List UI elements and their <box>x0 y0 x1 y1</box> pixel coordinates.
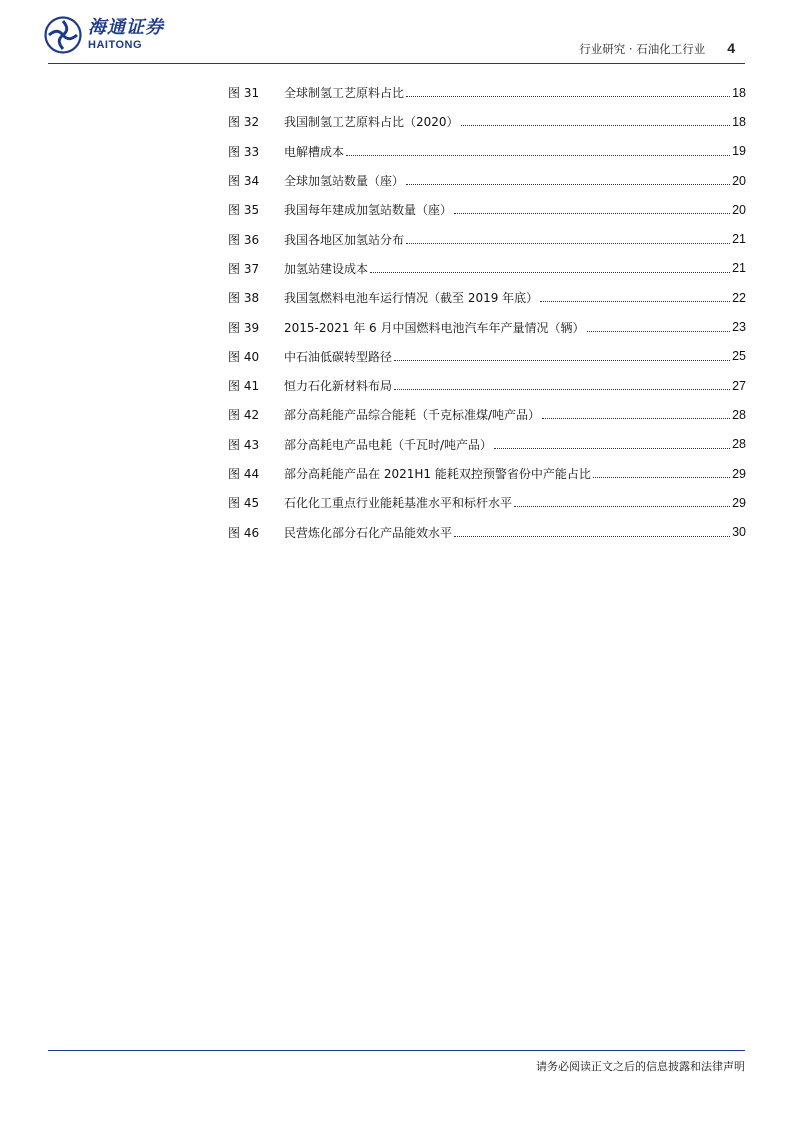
figure-label: 图 35 <box>228 203 260 218</box>
page-reference: 22 <box>732 290 746 305</box>
page-reference: 21 <box>732 232 746 247</box>
page-number: 4 <box>727 40 735 56</box>
figure-title: 部分高耗能产品综合能耗（千克标准煤/吨产品） <box>284 408 541 423</box>
dot-leader <box>514 506 730 507</box>
dot-leader <box>394 389 730 390</box>
company-logo <box>44 16 164 54</box>
toc-entry[interactable] <box>228 312 746 341</box>
page-reference: 30 <box>732 525 746 540</box>
page-reference: 28 <box>732 407 746 422</box>
dot-leader <box>542 418 730 419</box>
figure-title: 部分高耗电产品电耗（千瓦时/吨产品） <box>284 437 493 452</box>
figure-label: 图 32 <box>228 115 260 130</box>
page-reference: 27 <box>732 378 746 393</box>
figure-label: 图 42 <box>228 408 260 423</box>
figure-title: 2015-2021 年 6 月中国燃料电池汽车年产量情况（辆） <box>284 320 585 335</box>
figure-title: 全球制氢工艺原料占比 <box>284 86 405 101</box>
page-reference: 23 <box>732 320 746 335</box>
page-reference: 20 <box>732 202 746 217</box>
figure-label: 图 33 <box>228 144 260 159</box>
toc-entry[interactable] <box>228 107 746 136</box>
toc-entry[interactable] <box>228 430 746 459</box>
toc-entry[interactable] <box>228 342 746 371</box>
page-reference: 21 <box>732 261 746 276</box>
footer-disclaimer: 请务必阅读正文之后的信息披露和法律声明 <box>536 1060 745 1073</box>
toc-entry[interactable] <box>228 400 746 429</box>
figure-label: 图 38 <box>228 291 260 306</box>
dot-leader <box>593 477 730 478</box>
figure-label: 图 39 <box>228 320 260 335</box>
toc-entry[interactable] <box>228 224 746 253</box>
figure-title: 民营炼化部分石化产品能效水平 <box>284 525 453 540</box>
dot-leader <box>406 96 730 97</box>
figure-title: 加氢站建设成本 <box>284 261 369 276</box>
page-reference: 20 <box>732 173 746 188</box>
figure-label: 图 37 <box>228 261 260 276</box>
figure-label: 图 31 <box>228 86 260 101</box>
toc-entry[interactable] <box>228 254 746 283</box>
figure-title: 石化化工重点行业能耗基准水平和标杆水平 <box>284 496 513 511</box>
figure-title: 部分高耗能产品在 2021H1 能耗双控预警省份中产能占比 <box>284 467 591 481</box>
figure-label: 图 44 <box>228 467 260 481</box>
toc-entry[interactable] <box>228 283 746 312</box>
dot-leader <box>406 243 730 244</box>
toc-entry[interactable] <box>228 166 746 195</box>
toc-entry[interactable] <box>228 78 746 107</box>
page-reference: 18 <box>732 85 746 100</box>
haitong-emblem-icon <box>44 16 82 54</box>
header-divider <box>48 63 745 64</box>
page-reference: 25 <box>732 349 746 364</box>
dot-leader <box>346 155 730 156</box>
toc-entry[interactable] <box>228 371 746 400</box>
dot-leader <box>587 331 731 332</box>
figure-title: 电解槽成本 <box>284 144 345 159</box>
figure-title: 全球加氢站数量（座） <box>284 174 405 189</box>
page-reference: 19 <box>732 144 746 159</box>
figure-title: 中石油低碳转型路径 <box>284 349 393 364</box>
dot-leader <box>454 536 730 537</box>
toc-entry[interactable] <box>228 488 746 517</box>
logo-english-text: HAITONG <box>88 39 143 51</box>
running-header <box>579 40 735 57</box>
toc-entry[interactable] <box>228 517 746 546</box>
dot-leader <box>461 125 731 126</box>
figure-label: 图 43 <box>228 437 260 452</box>
dot-leader <box>406 184 730 185</box>
figure-title: 我国制氢工艺原料占比（2020） <box>284 115 459 130</box>
figure-label: 图 45 <box>228 496 260 511</box>
dot-leader <box>494 448 730 449</box>
figure-label: 图 46 <box>228 525 260 540</box>
section-title: 行业研究 · 石油化工行业 <box>579 42 706 56</box>
figure-title: 我国各地区加氢站分布 <box>284 232 405 247</box>
figure-label: 图 36 <box>228 232 260 247</box>
figure-title: 我国氢燃料电池车运行情况（截至 2019 年底） <box>284 291 539 306</box>
page-reference: 29 <box>732 495 746 510</box>
figure-list <box>228 78 746 547</box>
figure-title: 恒力石化新材料布局 <box>284 379 393 394</box>
dot-leader <box>540 301 730 302</box>
dot-leader <box>370 272 730 273</box>
page-reference: 28 <box>732 437 746 452</box>
page-reference: 29 <box>732 466 746 481</box>
figure-label: 图 41 <box>228 379 260 394</box>
page-reference: 18 <box>732 114 746 129</box>
figure-label: 图 34 <box>228 174 260 189</box>
toc-entry[interactable] <box>228 137 746 166</box>
figure-title: 我国每年建成加氢站数量（座） <box>284 203 453 218</box>
figure-label: 图 40 <box>228 349 260 364</box>
toc-entry[interactable] <box>228 195 746 224</box>
dot-leader <box>454 213 730 214</box>
logo-chinese-text: 海通证券 <box>88 17 164 38</box>
toc-entry[interactable] <box>228 459 746 488</box>
footer-divider <box>48 1050 745 1051</box>
dot-leader <box>394 360 730 361</box>
